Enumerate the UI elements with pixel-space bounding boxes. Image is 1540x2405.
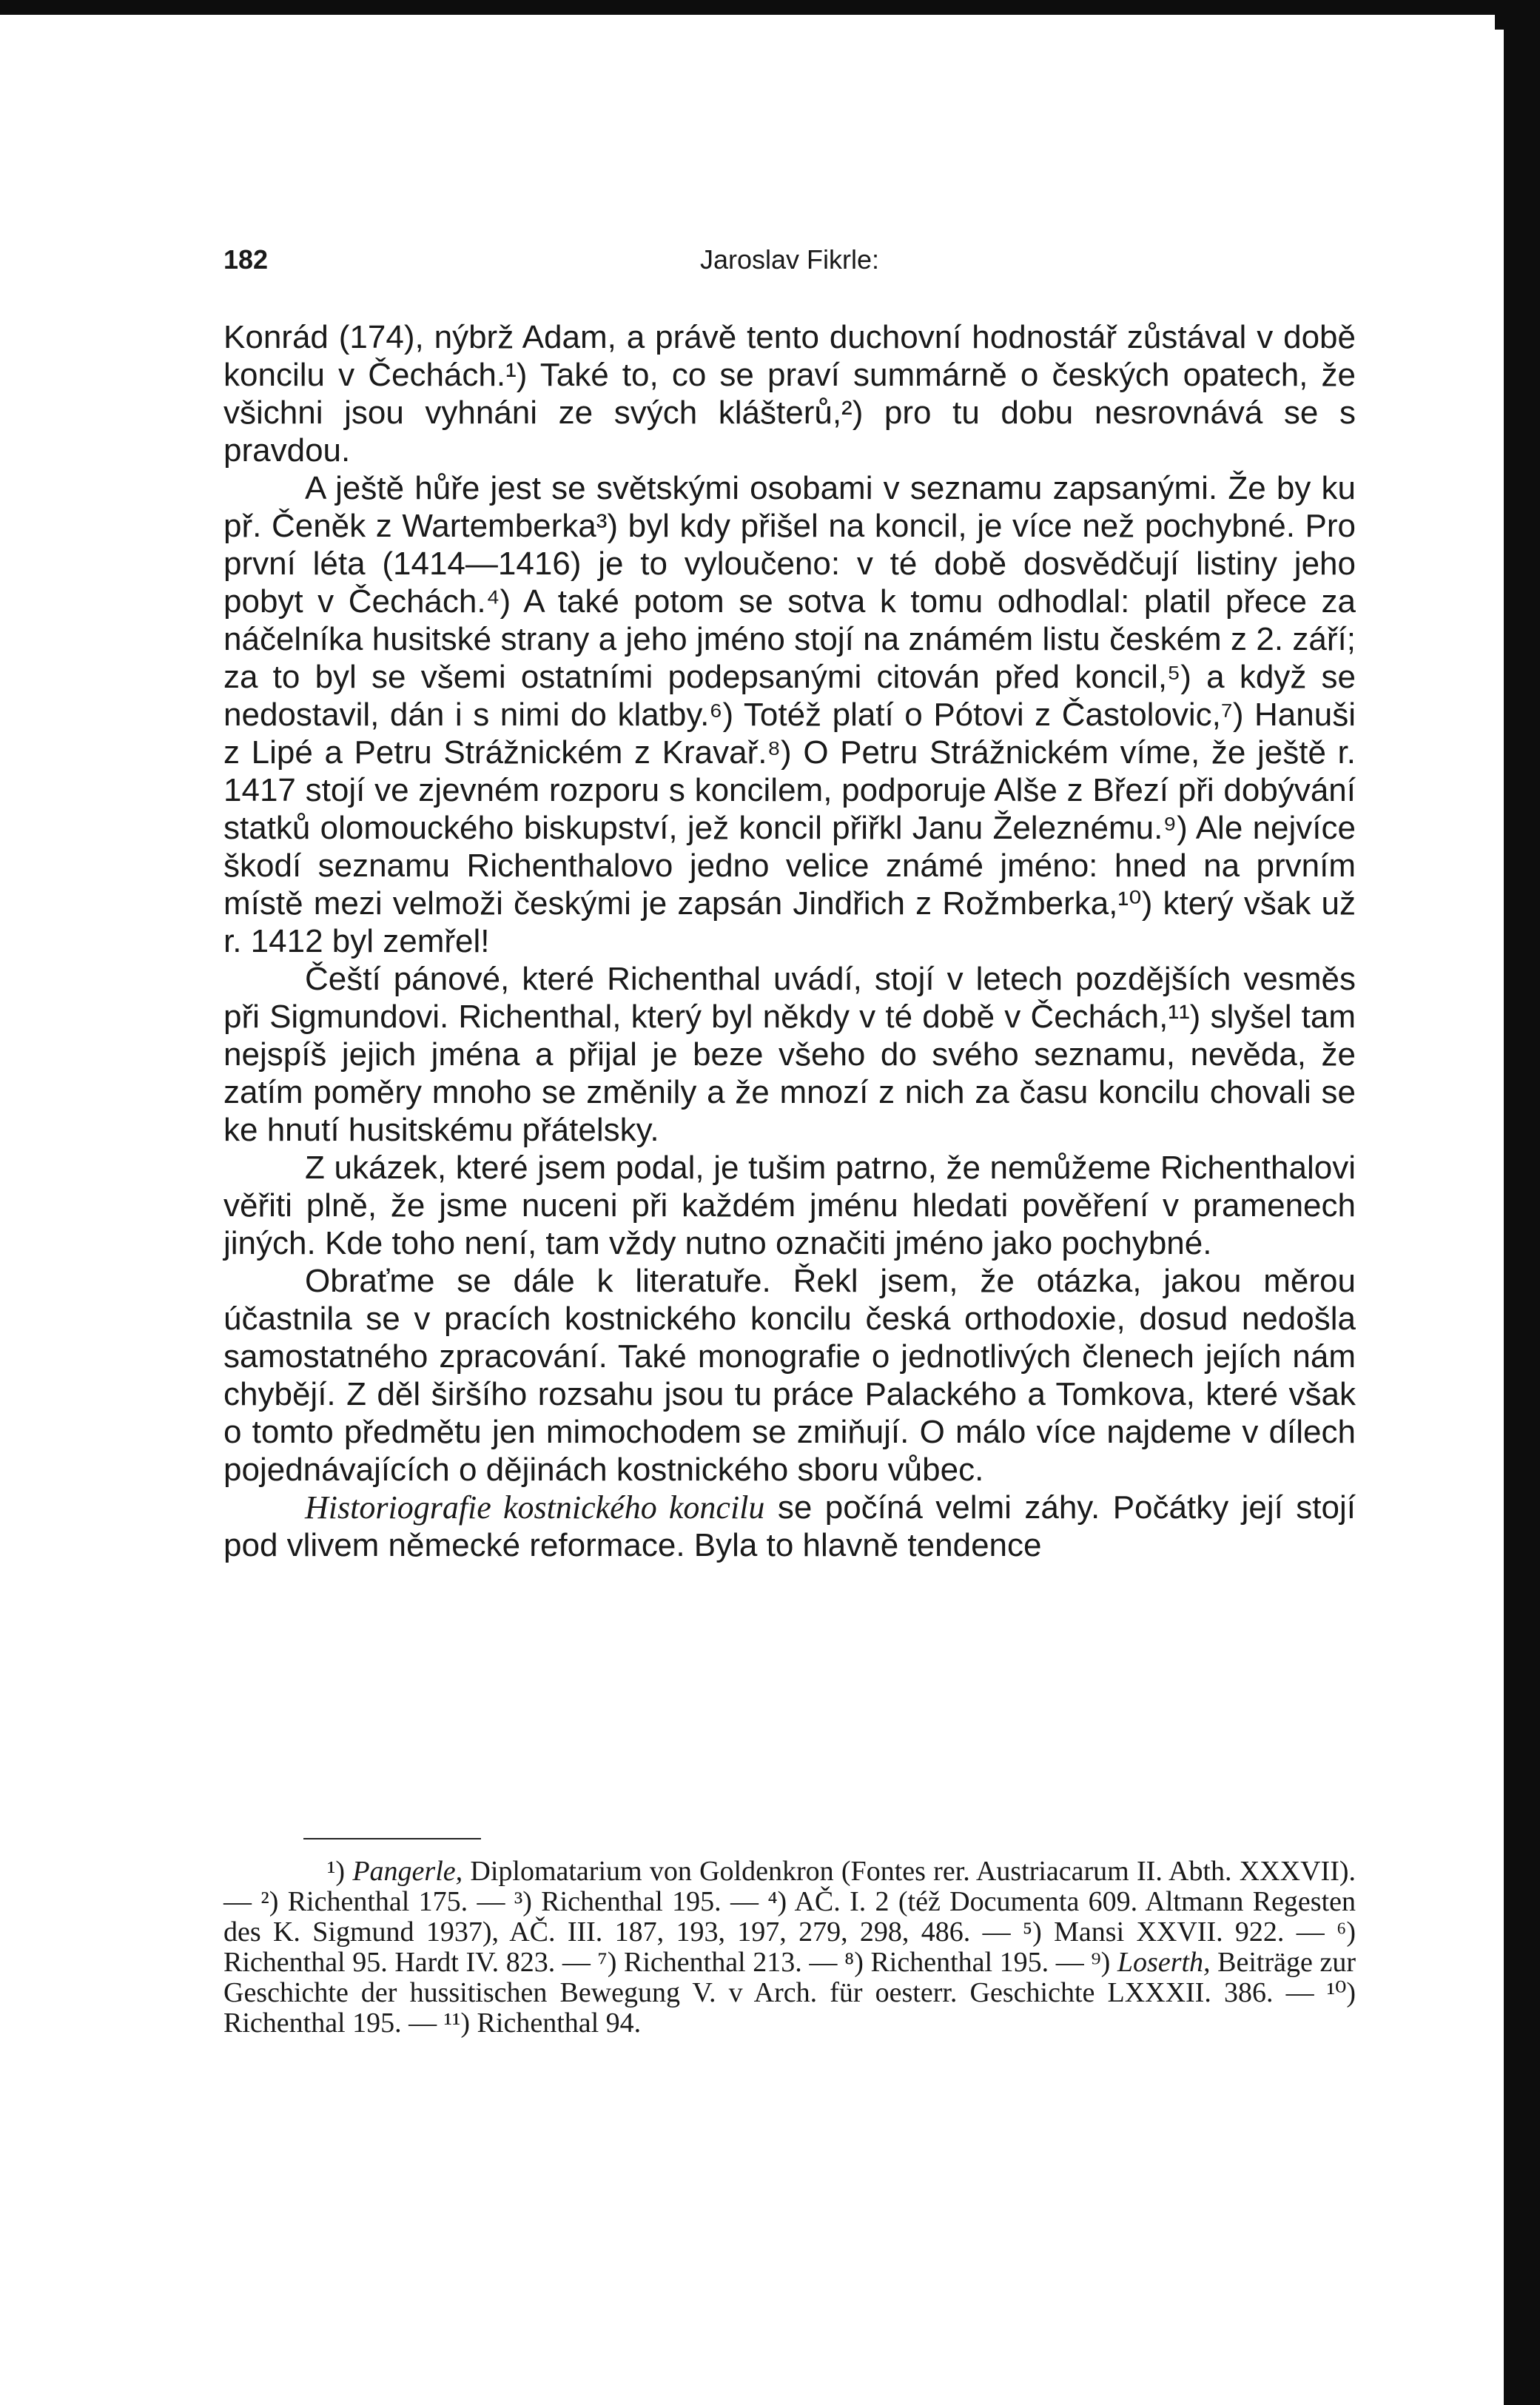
running-title: Jaroslav Fikrle: bbox=[699, 244, 880, 275]
page-header bbox=[223, 244, 1356, 281]
footnote-marker: ¹) bbox=[327, 1856, 353, 1887]
footnote-block bbox=[223, 1856, 1356, 2039]
scan-top-border bbox=[0, 0, 1540, 15]
body-text bbox=[223, 318, 1356, 1564]
paragraph-6 bbox=[223, 1489, 1356, 1564]
paragraph-6-text: se počíná velmi záhy. Počátky její stojí pod vlivem německé reformace. Byla to hlavně tendence bbox=[223, 1489, 1356, 1563]
paragraph-2: A ještě hůře jest se světskými osobami v seznamu zapsanými. Že by ku př. Čeněk z Wartemberka³) byl kdy přišel na koncil, je více než pochybné. Pro první léta (1414—1416) je to vyloučeno: v té době dosvědčují listiny jeho pobyt v Čechách.⁴) A také potom se sotva k tomu odhodlal: platil přece za náčelníka husitské strany a jeho jméno stojí na známém listu českém z 2. září; za to byl se všemi ostatními podepsanými citován před koncil,⁵) a když se nedostavil, dán i s nimi do klatby.⁶) Totéž platí o Pótovi z Častolovic,⁷) Hanuši z Lipé a Petru Strážnickém z Kravař.⁸) O Petru Strážnickém víme, že ještě r. 1417 stojí ve zjevném rozporu s koncilem, podporuje Alše z Březí při dobývání statků olomouckého biskupství, jež koncil přiřkl Janu Železnému.⁹) Ale nejvíce škodí seznamu Richenthalovo jedno velice známé jméno: hned na prvním místě mezi velmoži českými je zapsán Jindřich z Rožmberka,¹⁰) který však už r. 1412 byl zemřel! bbox=[223, 470, 1356, 959]
footnotes bbox=[223, 1856, 1356, 2039]
paragraph-6-italic-title: Historiografie kostnického koncilu bbox=[305, 1489, 765, 1526]
page-number: 182 bbox=[223, 244, 269, 275]
footnote-separator bbox=[303, 1838, 481, 1839]
footnote-author-pangerle: Pangerle, bbox=[352, 1856, 463, 1887]
paragraph-4: Z ukázek, které jsem podal, je tušim patrno, že nemůžeme Richenthalovi věřiti plně, že jsme nuceni při každém jménu hledati pověření v pramenech jiných. Kde toho není, tam vždy nutno označiti jméno jako pochybné. bbox=[223, 1150, 1356, 1261]
footnote-text-middle: Diplomatarium von Goldenkron (Fontes rer. Austriacarum II. Abth. XXXVII). — ²) Richenthal 175. — ³) Richenthal 195. — ⁴) AČ. I. 2 (též Documenta 609. Altmann Regesten des K. Sigmund 1937), AČ. III. 187, 193, 197, 279, 298, 486. — ⁵) Mansi XXVII. 922. — ⁶) Richenthal 95. Hardt IV. 823. — ⁷) Richenthal 213. — ⁸) Richenthal 195. — ⁹) bbox=[223, 1856, 1356, 1978]
footnote-text-end: Beiträge zur Geschichte der hussitischen Bewegung V. v Arch. für oesterr. Geschichte LXXXII. 386. — ¹⁰) Richenthal 195. — ¹¹) Richenthal 94. bbox=[223, 1947, 1356, 2039]
paragraph-5: Obraťme se dále k literatuře. Řekl jsem, že otázka, jakou měrou účastnila se v pracích kostnického koncilu česká orthodoxie, dosud nedošla samostatného zpracování. Také monografie o jednotlivých členech jejích nám chybějí. Z děl širšího rozsahu jsou tu práce Palackého a Tomkova, které však o tomto předmětu jen mimochodem se zmiňují. O málo více najdeme v dílech pojednávajících o dějinách kostnického sboru vůbec. bbox=[223, 1263, 1356, 1488]
paragraph-1: Konrád (174), nýbrž Adam, a právě tento duchovní hodnostář zůstával v době koncilu v Čechách.¹) Také to, co se praví summárně o českých opatech, že všichni jsou vyhnáni ze svých klášterů,²) pro tu dobu nesrovnává se s pravdou. bbox=[223, 319, 1356, 469]
footnote-author-loserth: Loserth, bbox=[1117, 1947, 1211, 1978]
scan-right-gap bbox=[1495, 30, 1504, 2405]
paragraph-3: Čeští pánové, které Richenthal uvádí, stojí v letech pozdějších vesměs při Sigmundovi. Richenthal, který byl někdy v té době v Čechách,¹¹) slyšel tam nejspíš jejich jména a přijal je beze všeho do svého seznamu, nevěda, že zatím poměry mnoho se změnily a že mnozí z nich za času koncilu chovali se ke hnutí husitskému přátelsky. bbox=[223, 961, 1356, 1148]
